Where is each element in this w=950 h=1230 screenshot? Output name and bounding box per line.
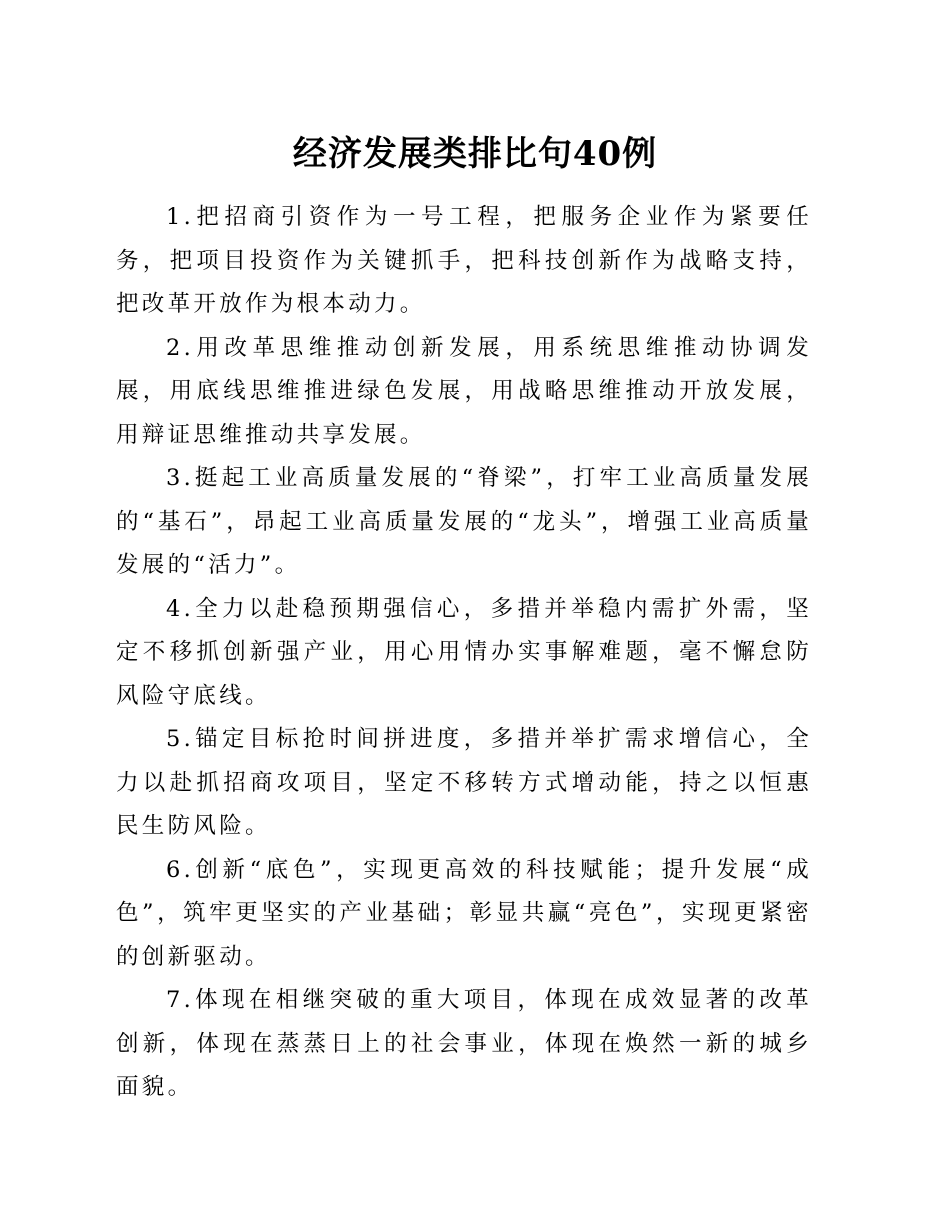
paragraph-4: 4.全力以赴稳预期强信心，多措并举稳内需扩外需，坚定不移抓创新强产业，用心用情办实事解难题，毫不懈怠防风险守底线。: [116, 595, 812, 709]
paragraph-2: 2.用改革思维推动创新发展，用系统思维推动协调发展，用底线思维推进绿色发展，用战略思维推动开放发展，用辩证思维推动共享发展。: [116, 334, 812, 448]
paragraph-3: 3.挺起工业高质量发展的“脊梁”，打牢工业高质量发展的“基石”，昂起工业高质量发展的“龙头”，增强工业高质量发展的“活力”。: [116, 465, 812, 578]
paragraph-5: 5.锚定目标抢时间拼进度，多措并举扩需求增信心，全力以赴抓招商攻项目，坚定不移转方式增动能，持之以恒惠民生防风险。: [116, 726, 812, 839]
paragraph-7: 7.体现在相继突破的重大项目，体现在成效显著的改革创新，体现在蒸蒸日上的社会事业，体现在焕然一新的城乡面貌。: [116, 987, 812, 1100]
paragraph-1: 1.把招商引资作为一号工程，把服务企业作为紧要任务，把项目投资作为关键抓手，把科技创新作为战略支持，把改革开放作为根本动力。: [116, 204, 812, 317]
paragraph-6: 6.创新“底色”，实现更高效的科技赋能；提升发展“成色”，筑牢更坚实的产业基础；彰显共赢“亮色”，实现更紧密的创新驱动。: [116, 856, 812, 970]
document-body: [116, 196, 812, 1110]
document-title: 经济发展类排比句40例: [292, 134, 658, 174]
